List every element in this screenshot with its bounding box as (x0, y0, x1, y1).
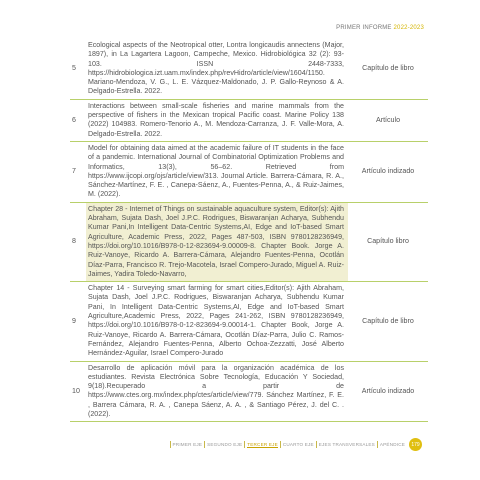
footer-separator (316, 441, 317, 448)
publication-type: Capítulo libro (348, 202, 428, 281)
row-number: 6 (70, 99, 86, 141)
footer-item-primer-eje[interactable]: PRIMER EJE (172, 442, 203, 447)
row-number: 7 (70, 141, 86, 202)
row-number: 9 (70, 282, 86, 361)
publication-type: Artículo (348, 99, 428, 141)
publication-type: Artículo indizado (348, 361, 428, 422)
publication-type: Capítulo de libro (348, 39, 428, 99)
footer-item-segundo-eje[interactable]: SEGUNDO EJE (207, 442, 243, 447)
reference-text: Ecological aspects of the Neotropical otter, Lontra longicaudis annectens (Major, 1897), in La Lagartera Lagoon, Campeche, Mexico. Hidrobiológica 32 (2): 93-103. ISSN 2448-7333, https://hidrobiologica.izt.uam.mx/index.php/revHidro/article/view/1604/1150. Mariano-Mendoza, V. G., L. E. Vázquez-Maldonado, J. P. Gallo-Reynoso & A. Delgado-Estrella. 2022. (86, 39, 348, 99)
page-header (336, 25, 424, 31)
publication-type: Artículo indizado (348, 141, 428, 202)
row-number: 10 (70, 361, 86, 422)
footer-separator (280, 441, 281, 448)
table-row (70, 202, 428, 281)
footer-item-tercer-eje[interactable]: TERCER EJE (247, 441, 278, 447)
table-row (70, 141, 428, 202)
page-number-badge: 179 (409, 438, 422, 451)
reference-text: Interactions between small-scale fisheries and marine mammals from the perspective of fishers in the Mexican tropical Pacific coast. Marine Policy 138 (2022) 104983. Romero-Tenorio A., M. Mendoza-Carranza, J. F. Valle-Mora, A. Delgado-Estrella. 2022. (86, 99, 348, 141)
table-row (70, 99, 428, 141)
footer-separator (244, 441, 245, 448)
footer-separator (204, 441, 205, 448)
footer-nav (168, 438, 422, 451)
reference-text: Chapter 28 - Internet of Things on sustainable aquaculture system, Editor(s): Ajith Abraham, Sujata Dash, Joel J.P.C. Rodrigues, Biswaranjan Acharya, Subhendu Kumar Pani,In Intelligent Data-Centric Systems,AI, Edge and IoT-based Smart Agriculture, Academic Press, 2022, Pages 487-503, ISBN 9780128236949, https://doi.org/10.1016/B978-0-12-823694-9.00009-8. Chapter Book. Jorge A. Ruiz-Vanoye, Ricardo A. Barrera-Cámara, Alejandro Fuentes-Penna, Ocotlán Díaz-Parra, Francisco R. Trejo-Macotela, Israel Compero-Jurado, Miguel A. Ruiz-Jaimes, Yadira Toledo-Navarro, (86, 202, 348, 281)
footer-item-cuarto-eje[interactable]: CUARTO EJE (282, 442, 314, 447)
table-row (70, 39, 428, 99)
footer-separator (377, 441, 378, 448)
header-label: PRIMER INFORME (336, 25, 392, 31)
reference-text: Chapter 14 - Surveying smart farming for smart cities,Editor(s): Ajith Abraham, Sujata Dash, Joel J.P.C. Rodrigues, Biswaranjan Acharya, Subhendu Kumar Pani, In Intelligent Data-Centric Systems,AI, Edge and IoT-based Smart Agriculture,Academic Press, 2022, Pages 241-262, ISBN 9780128236949, https://doi.org/10.1016/B978-0-12-823694-9.00014-1. Chapter Book, Jorge A. Ruiz-Vanoye, Ricardo A. Barrera-Cámara, Ocotlán Díaz-Parra, Julio C. Ramos-Fernández, Alejandro Fuentes-Penna, Alberto Ochoa-Zezzatti, José Alberto Hernández-Aguilar, Israel Compero-Jurado (86, 282, 348, 361)
table-row (70, 361, 428, 422)
footer-separator (170, 441, 171, 448)
footer-item-ejes-transversales[interactable]: EJES TRANSVERSALES (318, 442, 375, 447)
header-year: 2022-2023 (393, 25, 424, 31)
reference-text: Model for obtaining data aimed at the academic failure of IT students in the face of a pandemic. International Journal of Combinatorial Optimization Problems and Informatics, 13(3), 56–62. Retrieved from https://www.ijcopi.org/ojs/article/view/313. Journal Article. Barrera-Cámara, R. A., Sánchez-Martínez, F. E. , Canepa-Sáenz, A., Fuentes-Penna, A., & Ruiz-Jaimes, M. (2022). (86, 141, 348, 202)
footer-item-apendice[interactable]: APÉNDICE (379, 442, 405, 447)
reference-text: Desarrollo de aplicación móvil para la organización académica de los estudiantes. Revista Electrónica Sobre Tecnología, Educación Y Sociedad, 9(18).Recuperado a partir de https://www.ctes.org.mx/index.php/ctes/article/view/779. Sánchez Martínez, F. E. , Barrera Cámara, R. A. , Canepa Sáenz, A. A. , & Santiago Pérez, J. del C. . (2022). (86, 361, 348, 422)
table-row (70, 282, 428, 361)
publication-type: Capítulo de libro (348, 282, 428, 361)
references-table (70, 39, 428, 422)
row-number: 5 (70, 39, 86, 99)
row-number: 8 (70, 202, 86, 281)
